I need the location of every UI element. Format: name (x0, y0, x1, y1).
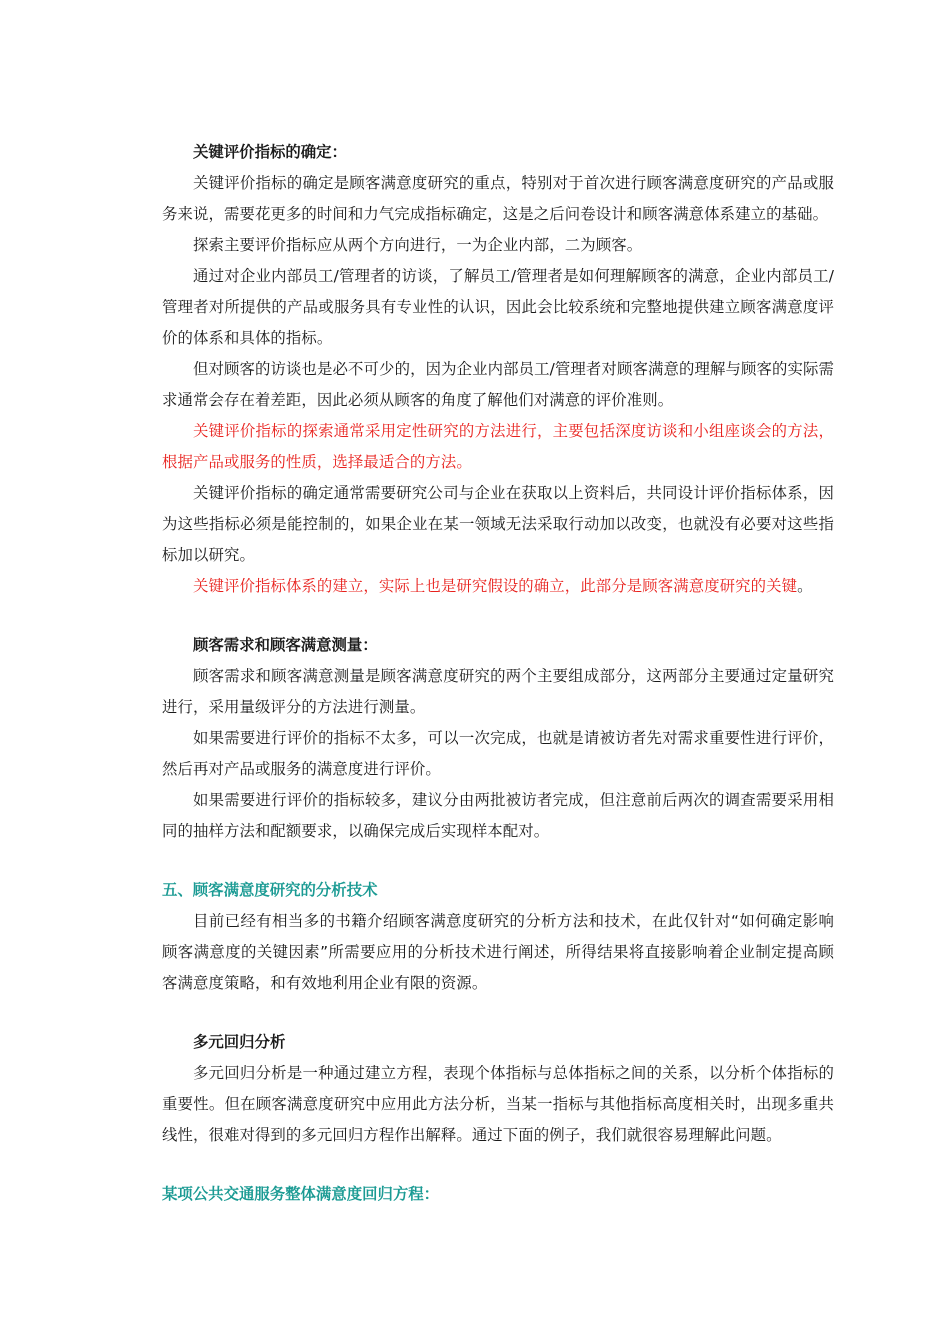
paragraph: 顾客需求和顾客满意测量是顾客满意度研究的两个主要组成部分，这两部分主要通过定量研究进行，采用量级评分的方法进行测量。 (162, 667, 834, 716)
section-heading-regression: 多元回归分析 (193, 1033, 286, 1051)
spacer (162, 999, 834, 1027)
paragraph: 通过对企业内部员工/管理者的访谈，了解员工/管理者是如何理解顾客的满意，企业内部员工/管理者对所提供的产品或服务具有专业性的认识，因此会比较系统和完整地提供建立顾客满意度评价的体系和具体的指标。 (162, 267, 834, 347)
paragraph: 如果需要进行评价的指标较多，建议分由两批被访者完成，但注意前后两次的调查需要采用相同的抽样方法和配额要求，以确保完成后实现样本配对。 (162, 791, 834, 840)
section-heading-key-indicators: 关键评价指标的确定： (193, 143, 347, 161)
section-heading-measurement: 顾客需求和顾客满意测量： (193, 636, 378, 654)
paragraph: 如果需要进行评价的指标不太多，可以一次完成，也就是请被访者先对需求重要性进行评价，然后再对产品或服务的满意度进行评价。 (162, 729, 834, 778)
paragraph: 关键评价指标的确定是顾客满意度研究的重点，特别对于首次进行顾客满意度研究的产品或服务来说，需要花更多的时间和力气完成指标确定，这是之后问卷设计和顾客满意体系建立的基础。 (162, 174, 834, 223)
paragraph: 多元回归分析是一种通过建立方程，表现个体指标与总体指标之间的关系，以分析个体指标的重要性。但在顾客满意度研究中应用此方法分析，当某一指标与其他指标高度相关时，出现多重共线性，很难对得到的多元回归方程作出解释。通过下面的例子，我们就很容易理解此问题。 (162, 1064, 834, 1144)
paragraph: 目前已经有相当多的书籍介绍顾客满意度研究的分析方法和技术，在此仅针对“如何确定影响顾客满意度的关键因素”所需要应用的分析技术进行阐述，所得结果将直接影响着企业制定提高顾客满意度策略，和有效地利用企业有限的资源。 (162, 912, 834, 992)
spacer (162, 1151, 834, 1179)
highlighted-text: 关键评价指标体系的建立，实际上也是研究假设的确立，此部分是顾客满意度研究的关键 (193, 577, 798, 595)
punctuation: 。 (797, 577, 813, 595)
paragraph: 探索主要评价指标应从两个方向进行，一为企业内部，二为顾客。 (193, 236, 643, 254)
highlighted-paragraph: 关键评价指标的探索通常采用定性研究的方法进行，主要包括深度访谈和小组座谈会的方法，根据产品或服务的性质，选择最适合的方法。 (162, 422, 834, 471)
paragraph: 但对顾客的访谈也是必不可少的，因为企业内部员工/管理者对顾客满意的理解与顾客的实际需求通常会存在着差距，因此必须从顾客的角度了解他们对满意的评价准则。 (162, 360, 834, 409)
subheading-regression-equation: 某项公共交通服务整体满意度回归方程： (162, 1185, 440, 1203)
spacer (162, 602, 834, 630)
spacer (162, 847, 834, 875)
chapter-heading-analysis: 五、顾客满意度研究的分析技术 (162, 881, 378, 899)
highlighted-paragraph-line (162, 571, 834, 602)
paragraph: 关键评价指标的确定通常需要研究公司与企业在获取以上资料后，共同设计评价指标体系，因为这些指标必须是能控制的，如果企业在某一领域无法采取行动加以改变，也就没有必要对这些指标加以研究。 (162, 484, 834, 564)
document-page (162, 137, 834, 1210)
